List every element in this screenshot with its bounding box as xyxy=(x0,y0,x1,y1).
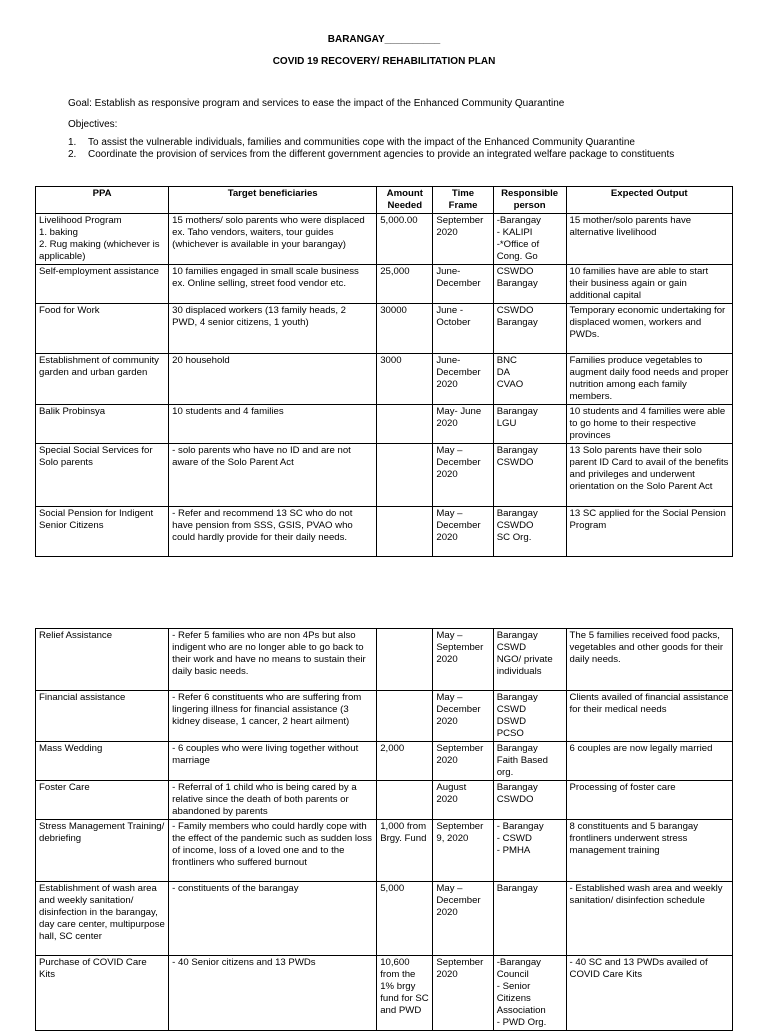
responsible-cell: Barangay CSWD NGO/ private individuals xyxy=(493,629,566,691)
responsible-cell: -Barangay - KALIPI -*Office of Cong. Go xyxy=(493,214,566,265)
responsible-cell: Barangay xyxy=(493,882,566,956)
output-cell: 13 SC applied for the Social Pension Program xyxy=(566,507,732,557)
table-row xyxy=(36,691,733,742)
amount-cell: 5,000 xyxy=(377,882,433,956)
table-body-2 xyxy=(36,629,733,1031)
ppa-cell: Financial assistance xyxy=(36,691,169,742)
ppa-cell: Livelihood Program 1. baking 2. Rug making (whichever is applicable) xyxy=(36,214,169,265)
output-cell: 13 Solo parents have their solo parent ID Card to avail of the benefits and privileges and underwent orientation on the Solo Parent Act xyxy=(566,444,732,507)
target-cell: 20 household xyxy=(169,354,377,405)
table-row xyxy=(36,304,733,354)
timeframe-cell: May – September 2020 xyxy=(433,629,493,691)
ppa-cell: Foster Care xyxy=(36,781,169,820)
table-row xyxy=(36,214,733,265)
ppa-cell: Mass Wedding xyxy=(36,742,169,781)
objective-item xyxy=(68,149,718,161)
target-cell: 30 displaced workers (13 family heads, 2 PWD, 4 senior citizens, 1 youth) xyxy=(169,304,377,354)
responsible-cell: Barangay CSWD DSWD PCSO xyxy=(493,691,566,742)
target-cell: - Referral of 1 child who is being cared by a relative since the death of both parents or abandoned by parents xyxy=(169,781,377,820)
ppa-cell: Stress Management Training/ debriefing xyxy=(36,820,169,882)
table-body-1 xyxy=(36,214,733,557)
amount-cell: 5,000.00 xyxy=(377,214,433,265)
output-cell: 10 families have are able to start their business again or gain additional capital xyxy=(566,265,732,304)
col-header-output: Expected Output xyxy=(566,187,732,214)
timeframe-cell: September 2020 xyxy=(433,956,493,1031)
amount-cell xyxy=(377,629,433,691)
timeframe-cell: May- June 2020 xyxy=(433,405,493,444)
output-cell: Families produce vegetables to augment daily food needs and proper nutrition among each family members. xyxy=(566,354,732,405)
col-header-ppa: PPA xyxy=(36,187,169,214)
target-cell: - constituents of the barangay xyxy=(169,882,377,956)
timeframe-cell: May – December 2020 xyxy=(433,882,493,956)
amount-cell xyxy=(377,507,433,557)
responsible-cell: BNC DA CVAO xyxy=(493,354,566,405)
plan-table-2 xyxy=(35,628,733,1031)
output-cell: Clients availed of financial assistance for their medical needs xyxy=(566,691,732,742)
objective-number: 1. xyxy=(68,137,77,148)
table-row xyxy=(36,956,733,1031)
amount-cell xyxy=(377,691,433,742)
output-cell: 10 students and 4 families were able to go home to their respective provinces xyxy=(566,405,732,444)
ppa-cell: Establishment of community garden and urban garden xyxy=(36,354,169,405)
timeframe-cell: May – December 2020 xyxy=(433,444,493,507)
responsible-cell: -Barangay Council - Senior Citizens Association - PWD Org. xyxy=(493,956,566,1031)
target-cell: - solo parents who have no ID and are not aware of the Solo Parent Act xyxy=(169,444,377,507)
table-row xyxy=(36,265,733,304)
objective-text: To assist the vulnerable individuals, families and communities cope with the impact of the Enhanced Community Quarantine xyxy=(88,137,635,148)
target-cell: - Family members who could hardly cope with the effect of the pandemic such as sudden loss of income, loss of a loved one and to the frontliners who suffered burnout xyxy=(169,820,377,882)
timeframe-cell: September 2020 xyxy=(433,742,493,781)
objective-item xyxy=(68,137,718,149)
objective-text: Coordinate the provision of services from the different government agencies to provide an integrated welfare package to constituents xyxy=(88,149,675,160)
timeframe-cell: June-December 2020 xyxy=(433,354,493,405)
target-cell: 10 students and 4 families xyxy=(169,405,377,444)
target-cell: - 6 couples who were living together without marriage xyxy=(169,742,377,781)
output-cell: 15 mother/solo parents have alternative livelihood xyxy=(566,214,732,265)
table-row xyxy=(36,629,733,691)
table-row xyxy=(36,882,733,956)
responsible-cell: CSWDO Barangay xyxy=(493,265,566,304)
responsible-cell: Barangay CSWDO SC Org. xyxy=(493,507,566,557)
ppa-cell: Special Social Services for Solo parents xyxy=(36,444,169,507)
responsible-cell: - Barangay - CSWD - PMHA xyxy=(493,820,566,882)
table-row xyxy=(36,507,733,557)
timeframe-cell: September 2020 xyxy=(433,214,493,265)
table-row xyxy=(36,781,733,820)
timeframe-cell: September 9, 2020 xyxy=(433,820,493,882)
table-row xyxy=(36,444,733,507)
target-cell: 10 families engaged in small scale business ex. Online selling, street food vendor etc. xyxy=(169,265,377,304)
barangay-heading: BARANGAY__________ xyxy=(327,34,441,45)
responsible-cell: CSWDO Barangay xyxy=(493,304,566,354)
col-header-amount: Amount Needed xyxy=(377,187,433,214)
responsible-cell: Barangay CSWDO xyxy=(493,444,566,507)
timeframe-cell: May – December 2020 xyxy=(433,507,493,557)
output-cell: Temporary economic undertaking for displaced women, workers and PWDs. xyxy=(566,304,732,354)
table-row xyxy=(36,354,733,405)
amount-cell: 2,000 xyxy=(377,742,433,781)
table-row xyxy=(36,742,733,781)
amount-cell xyxy=(377,444,433,507)
ppa-cell: Establishment of wash area and weekly sanitation/ disinfection in the barangay, day care center, multipurpose hall, SC center xyxy=(36,882,169,956)
ppa-cell: Balik Probinsya xyxy=(36,405,169,444)
timeframe-cell: June - October xyxy=(433,304,493,354)
ppa-cell: Relief Assistance xyxy=(36,629,169,691)
col-header-responsible: Responsible person xyxy=(493,187,566,214)
amount-cell: 25,000 xyxy=(377,265,433,304)
output-cell: - Established wash area and weekly sanitation/ disinfection schedule xyxy=(566,882,732,956)
target-cell: - Refer 6 constituents who are suffering from lingering illness for financial assistance (3 kidney disease, 1 cancer, 2 heart ailment) xyxy=(169,691,377,742)
output-cell: - 40 SC and 13 PWDs availed of COVID Care Kits xyxy=(566,956,732,1031)
target-cell: - Refer 5 families who are non 4Ps but also indigent who are no longer able to go back to their work and have no means to sustain their daily basic needs. xyxy=(169,629,377,691)
ppa-cell: Food for Work xyxy=(36,304,169,354)
amount-cell: 1,000 from Brgy. Fund xyxy=(377,820,433,882)
amount-cell: 30000 xyxy=(377,304,433,354)
amount-cell: 10,600 from the 1% brgy fund for SC and PWD xyxy=(377,956,433,1031)
ppa-cell: Purchase of COVID Care Kits xyxy=(36,956,169,1031)
output-cell: 8 constituents and 5 barangay frontliners underwent stress management training xyxy=(566,820,732,882)
amount-cell xyxy=(377,405,433,444)
table-header-row xyxy=(36,187,733,214)
target-cell: - 40 Senior citizens and 13 PWDs xyxy=(169,956,377,1031)
responsible-cell: Barangay Faith Based org. xyxy=(493,742,566,781)
goal-statement: Goal: Establish as responsive program and services to ease the impact of the Enhanced Community Quarantine xyxy=(68,98,565,109)
plan-title: COVID 19 RECOVERY/ REHABILITATION PLAN xyxy=(272,56,496,67)
col-header-time: Time Frame xyxy=(433,187,493,214)
timeframe-cell: August 2020 xyxy=(433,781,493,820)
responsible-cell: Barangay LGU xyxy=(493,405,566,444)
table-row xyxy=(36,405,733,444)
table-row xyxy=(36,820,733,882)
output-cell: Processing of foster care xyxy=(566,781,732,820)
objectives-heading: Objectives: xyxy=(68,119,118,130)
timeframe-cell: June-December xyxy=(433,265,493,304)
amount-cell xyxy=(377,781,433,820)
output-cell: The 5 families received food packs, vegetables and other goods for their daily needs. xyxy=(566,629,732,691)
ppa-cell: Self-employment assistance xyxy=(36,265,169,304)
col-header-target: Target beneficiaries xyxy=(169,187,377,214)
target-cell: - Refer and recommend 13 SC who do not have pension from SSS, GSIS, PVAO who could hardly provide for their daily needs. xyxy=(169,507,377,557)
objectives-list xyxy=(68,137,718,161)
objective-number: 2. xyxy=(68,149,77,160)
target-cell: 15 mothers/ solo parents who were displaced ex. Taho vendors, waiters, tour guides (whichever is available in your barangay) xyxy=(169,214,377,265)
plan-table-1 xyxy=(35,186,733,557)
amount-cell: 3000 xyxy=(377,354,433,405)
ppa-cell: Social Pension for Indigent Senior Citizens xyxy=(36,507,169,557)
timeframe-cell: May – December 2020 xyxy=(433,691,493,742)
responsible-cell: Barangay CSWDO xyxy=(493,781,566,820)
output-cell: 6 couples are now legally married xyxy=(566,742,732,781)
